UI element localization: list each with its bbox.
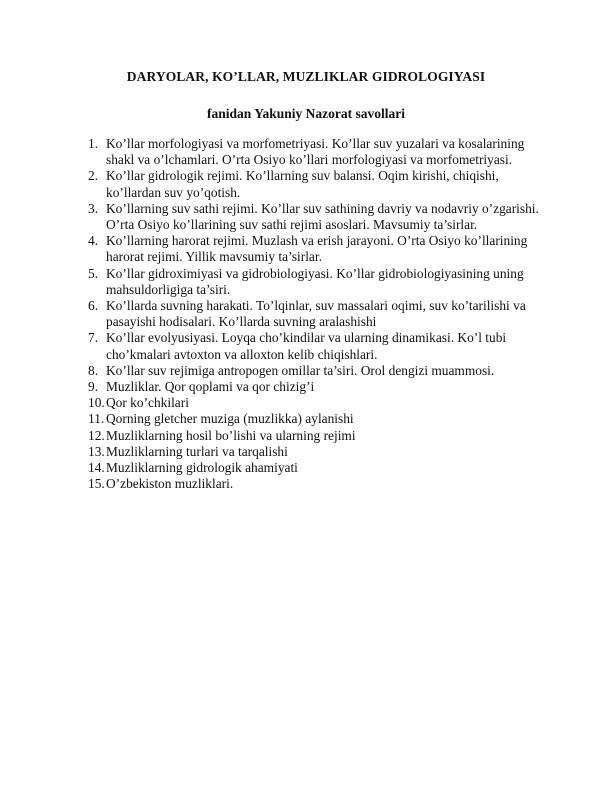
question-item [88, 136, 540, 168]
question-number: 14. [88, 460, 105, 476]
question-text: Muzliklarning hosil bo’lishi va ularning rejimi [106, 427, 356, 443]
question-item [88, 168, 540, 200]
question-number: 11. [88, 411, 105, 427]
question-text: Ko’llarning harorat rejimi. Muzlash va erish jarayoni. O’rta Osiyo ko’llarining harorat rejimi. Yillik mavsumiy ta’sirlar. [106, 233, 528, 265]
question-number: 9. [88, 379, 99, 395]
question-number: 13. [88, 443, 105, 459]
question-list [88, 136, 540, 492]
question-text: Ko’llar gidrologik rejimi. Ko’llarning suv balansi. Oqim kirishi, chiqishi, ko’llardan suv yo’qotish. [106, 168, 499, 200]
question-text: Ko’llar suv rejimiga antropogen omillar ta’siri. Orol dengizi muammosi. [106, 362, 495, 378]
question-number: 12. [88, 427, 105, 443]
question-item [88, 379, 540, 395]
question-item [88, 411, 540, 427]
question-item [88, 428, 540, 444]
question-item [88, 460, 540, 476]
question-item [88, 266, 540, 298]
question-number: 2. [88, 168, 99, 184]
question-text: Ko’llar gidroximiyasi va gidrobiologiyasi. Ko’llar gidrobiologiyasining uning mahsuldorligiga ta’siri. [106, 265, 524, 297]
question-item [88, 330, 540, 362]
question-text: O’zbekiston muzliklari. [106, 476, 234, 492]
question-text: Muzliklarning gidrologik ahamiyati [106, 460, 298, 476]
question-number: 8. [88, 362, 99, 378]
question-text: Qorning gletcher muziga (muzlikka) aylanishi [106, 411, 354, 427]
question-text: Muzliklar. Qor qoplami va qor chizig’i [106, 379, 315, 395]
question-text: Ko’llarning suv sathi rejimi. Ko’llar suv sathining davriy va nodavriy o’zgarishi. O’rta Osiyo ko’llarining suv sathi rejimi asoslari. Mavsumiy ta’sirlar. [106, 200, 539, 233]
question-item [88, 395, 540, 411]
question-text: Muzliklarning turlari va tarqalishi [106, 443, 288, 459]
document-title: DARYOLAR, KO’LLAR, MUZLIKLAR GIDROLOGIYASI [126, 69, 486, 84]
question-item [88, 476, 540, 492]
question-item [88, 444, 540, 460]
document-subtitle: fanidan Yakuniy Nazorat savollari [207, 106, 405, 121]
question-item [88, 298, 540, 330]
question-text: Ko’llar morfologiyasi va morfometriyasi. Ko’llar suv yuzalari va kosalarining shakl va o’lchamlari. O’rta Osiyo ko’llari morfologiyasi va morfometriyasi. [106, 136, 525, 168]
question-text: Qor ko’chkilari [106, 395, 189, 411]
question-number: 7. [88, 330, 99, 346]
question-item [88, 233, 540, 265]
question-text: Ko’llar evolyusiyasi. Loyqa cho’kindilar va ularning dinamikasi. Ko’l tubi cho’kmalari avtoxton va alloxton kelib chiqishlari. [106, 330, 507, 362]
question-item [88, 201, 540, 233]
question-number: 1. [88, 136, 99, 151]
question-number: 4. [88, 233, 99, 249]
question-number: 5. [88, 265, 99, 281]
question-item [88, 363, 540, 379]
question-number: 15. [88, 476, 105, 492]
question-number: 6. [88, 298, 99, 314]
question-number: 10. [88, 395, 105, 411]
question-number: 3. [88, 200, 99, 216]
question-text: Ko’llarda suvning harakati. To’lqinlar, suv massalari oqimi, suv ko’tarilishi va pasayishi hodisalari. Ko’llarda suvning aralashishi [106, 298, 526, 330]
